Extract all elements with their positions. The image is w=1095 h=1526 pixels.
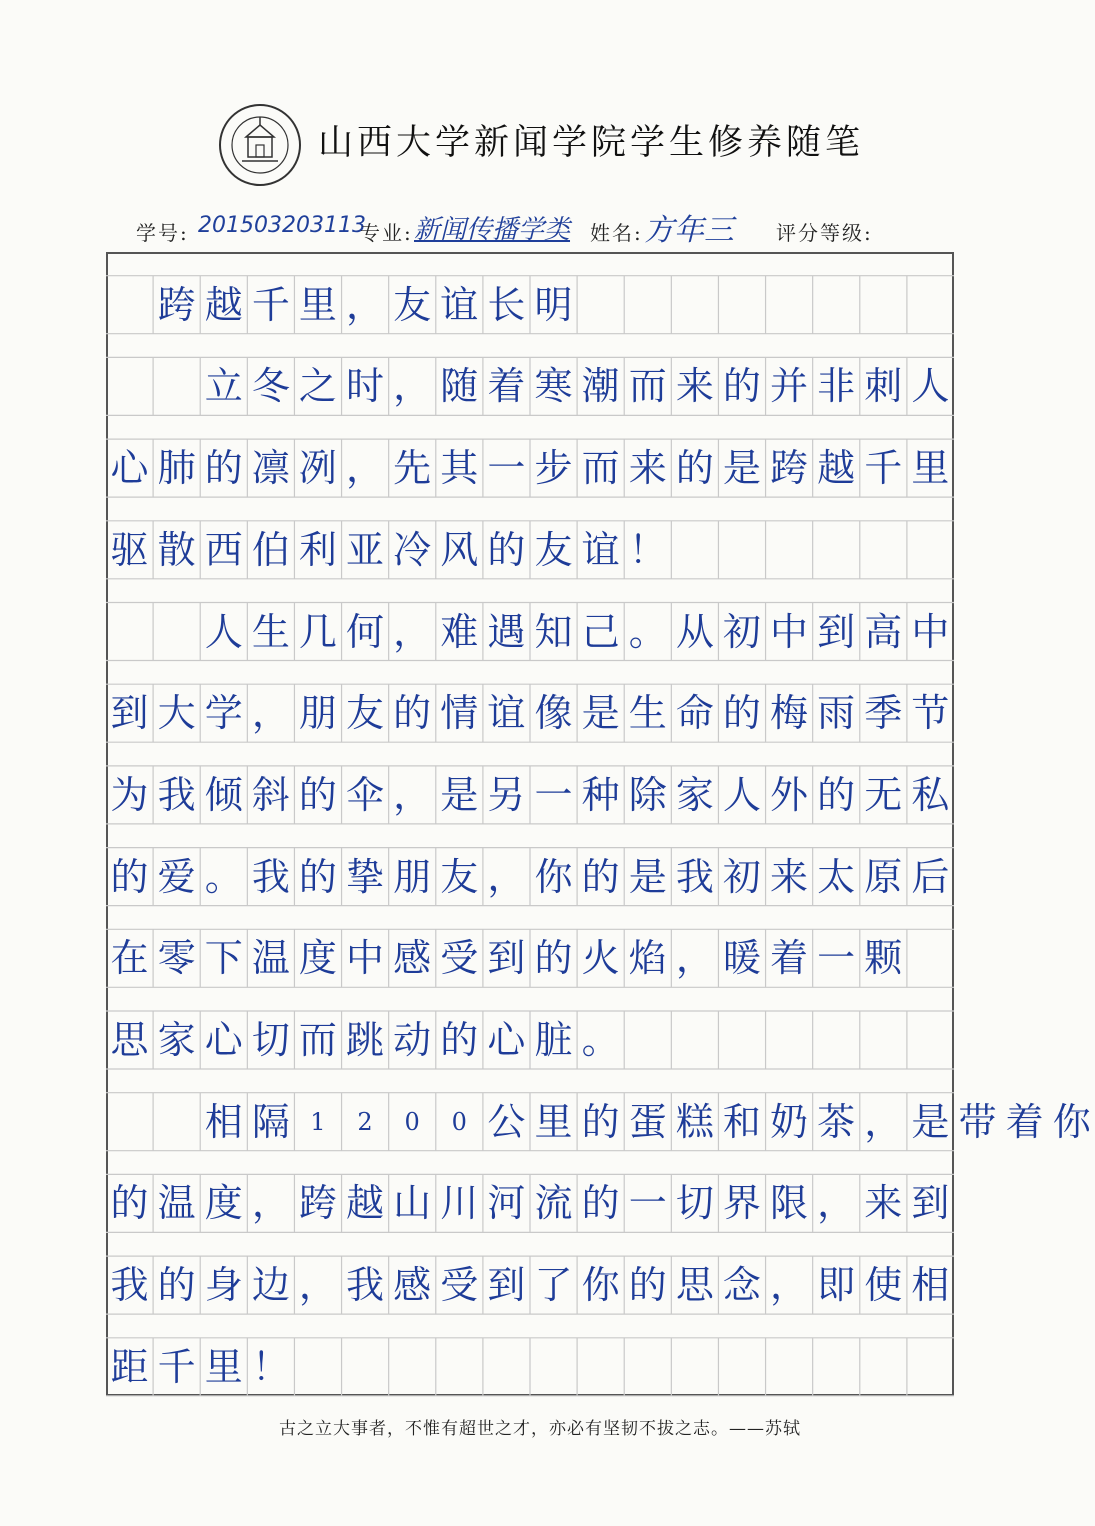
essay-char: 高 xyxy=(864,609,903,654)
essay-char: 友 xyxy=(534,527,573,572)
essay-char: 跳 xyxy=(346,1018,385,1062)
essay-char: 千 xyxy=(251,282,290,327)
essay-char: 。 xyxy=(204,854,243,899)
essay-char: 思 xyxy=(110,1018,149,1062)
essay-char: ， xyxy=(251,1181,290,1226)
essay-char: 立 xyxy=(204,364,243,409)
essay-char: 时 xyxy=(346,364,385,409)
essay-char: 我 xyxy=(251,854,290,899)
essay-char: 长 xyxy=(487,282,526,327)
essay-char: 凛 xyxy=(251,446,290,491)
essay-char: 挚 xyxy=(346,854,385,899)
essay-char: 后 xyxy=(911,854,950,899)
essay-char: 的 xyxy=(298,854,337,899)
essay-char: 我 xyxy=(157,772,196,817)
essay-char: 季 xyxy=(864,691,903,736)
essay-char: 是 xyxy=(911,1099,950,1144)
essay-char: 中 xyxy=(346,936,385,981)
essay-char: 思 xyxy=(675,1263,714,1308)
essay-char: 太 xyxy=(817,854,856,899)
essay-char: 2 xyxy=(357,1107,373,1136)
essay-char: 其 xyxy=(440,446,479,491)
essay-char: 的 xyxy=(110,854,149,899)
essay-char: 即 xyxy=(817,1263,856,1308)
essay-char: 川 xyxy=(440,1181,479,1226)
essay-char: 限 xyxy=(770,1181,809,1226)
essay-char: 利 xyxy=(298,527,337,572)
essay-char: 亚 xyxy=(346,527,385,572)
footer-quote: 古之立大事者，不惟有超世之才，亦必有坚韧不拔之志。——苏轼 xyxy=(279,1419,801,1439)
essay-char: 学 xyxy=(204,691,243,736)
essay-char: 的 xyxy=(204,446,243,491)
essay-char: 心 xyxy=(487,1018,526,1062)
essay-char: 越 xyxy=(204,282,243,327)
essay-char: 流 xyxy=(534,1181,573,1226)
essay-char: 谊 xyxy=(487,691,526,736)
essay-char: 中 xyxy=(770,609,809,654)
essay-char: 大 xyxy=(157,691,196,736)
essay-char: 肺 xyxy=(157,446,196,491)
essay-char: 山 xyxy=(393,1181,432,1226)
essay-char: 受 xyxy=(440,1263,479,1308)
essay-char: 的 xyxy=(110,1181,149,1226)
essay-char: 里 xyxy=(298,282,337,327)
essay-char: 命 xyxy=(675,691,714,736)
essay-char: 到 xyxy=(911,1181,950,1226)
essay-char: 公 xyxy=(487,1099,526,1144)
essay-char: 的 xyxy=(675,446,714,491)
essay-char: 火 xyxy=(581,936,620,981)
essay-char: 茶 xyxy=(817,1099,856,1144)
essay-char: 了 xyxy=(534,1263,573,1308)
essay-char: 糕 xyxy=(675,1099,714,1144)
essay-char: 颗 xyxy=(864,936,903,981)
essay-char: 何 xyxy=(346,609,385,654)
essay-char: 温 xyxy=(251,936,290,981)
essay-char: 雨 xyxy=(817,691,856,736)
essay-char: 和 xyxy=(722,1099,761,1144)
essay-char: 切 xyxy=(251,1018,290,1062)
essay-char: 的 xyxy=(534,936,573,981)
essay-char: 越 xyxy=(346,1181,385,1226)
essay-char: 并 xyxy=(770,364,809,409)
essay-char: 而 xyxy=(581,446,620,491)
essay-char: ， xyxy=(487,854,526,899)
essay-char: 一 xyxy=(534,772,573,817)
essay-char: 的 xyxy=(157,1263,196,1308)
essay-char: 初 xyxy=(722,854,761,899)
essay-char: 家 xyxy=(675,772,714,817)
essay-char: 人 xyxy=(204,609,243,654)
essay-char: 的 xyxy=(487,527,526,572)
essay-char: ！ xyxy=(251,1344,290,1389)
essay-char: 感 xyxy=(393,1263,432,1308)
essay-char: 另 xyxy=(487,772,526,817)
essay-char: 为 xyxy=(110,772,149,817)
grade-label: 评分等级: xyxy=(776,221,873,245)
essay-char: ， xyxy=(251,691,290,736)
essay-char: 着 xyxy=(1005,1099,1044,1144)
essay-char: 随 xyxy=(440,364,479,409)
essay-char: 难 xyxy=(440,609,479,654)
essay-char: ， xyxy=(346,446,385,491)
essay-char: 心 xyxy=(204,1018,243,1062)
essay-char: 跨 xyxy=(298,1181,337,1226)
essay-char: 是 xyxy=(581,691,620,736)
essay-char: 来 xyxy=(675,364,714,409)
essay-char: 的 xyxy=(722,364,761,409)
essay-char: 脏 xyxy=(534,1018,573,1062)
name-label: 姓名: xyxy=(590,221,643,245)
essay-char: 我 xyxy=(346,1263,385,1308)
essay-char: 的 xyxy=(298,772,337,817)
essay-char: 0 xyxy=(404,1107,420,1136)
essay-char: 朋 xyxy=(393,854,432,899)
essay-char: 跨 xyxy=(157,282,196,327)
essay-char: ， xyxy=(770,1263,809,1308)
essay-char: 西 xyxy=(204,527,243,572)
essay-char: 而 xyxy=(628,364,667,409)
essay-char: 的 xyxy=(722,691,761,736)
essay-char: 家 xyxy=(157,1018,196,1062)
essay-char: 河 xyxy=(487,1181,526,1226)
essay-char: 动 xyxy=(393,1018,432,1062)
essay-char: 原 xyxy=(864,854,903,899)
essay-char: 隔 xyxy=(251,1099,290,1144)
essay-char: 。 xyxy=(628,609,667,654)
essay-char: 1 xyxy=(310,1107,326,1136)
essay-char: 使 xyxy=(864,1263,903,1308)
essay-char: 非 xyxy=(817,364,856,409)
essay-char: 相 xyxy=(204,1099,243,1144)
essay-char: 的 xyxy=(628,1263,667,1308)
essay-char: 身 xyxy=(204,1263,243,1308)
essay-char: 一 xyxy=(487,446,526,491)
essay-char: 一 xyxy=(817,936,856,981)
essay-char: 遇 xyxy=(487,609,526,654)
essay-char: 初 xyxy=(722,609,761,654)
essay-char: 度 xyxy=(204,1181,243,1226)
essay-char: 节 xyxy=(911,691,950,736)
essay-char: 像 xyxy=(534,691,573,736)
student-info-row xyxy=(0,205,1080,257)
essay-char: 零 xyxy=(157,936,196,981)
essay-char: 一 xyxy=(628,1181,667,1226)
essay-char: 友 xyxy=(440,854,479,899)
essay-char: 梅 xyxy=(770,691,809,736)
essay-char: 人 xyxy=(722,772,761,817)
essay-char: 私 xyxy=(911,772,950,817)
essay-char: 带 xyxy=(958,1099,997,1144)
essay-char: 冷 xyxy=(393,527,432,572)
essay-char: 斜 xyxy=(251,772,290,817)
essay-char: 千 xyxy=(864,446,903,491)
essay-char: 冽 xyxy=(298,446,337,491)
essay-char: 来 xyxy=(628,446,667,491)
essay-char: 是 xyxy=(440,772,479,817)
essay-char: ， xyxy=(346,282,385,327)
essay-char: 外 xyxy=(770,772,809,817)
essay-char: 念 xyxy=(722,1263,761,1308)
essay-body xyxy=(106,252,1091,1396)
essay-char: 中 xyxy=(911,609,950,654)
essay-char: 是 xyxy=(722,446,761,491)
essay-char: 到 xyxy=(487,936,526,981)
essay-char: 驱 xyxy=(110,527,149,572)
essay-char: 的 xyxy=(581,1099,620,1144)
essay-char: 越 xyxy=(817,446,856,491)
essay-char: 着 xyxy=(487,364,526,409)
university-seal-icon xyxy=(218,103,302,187)
essay-char: 我 xyxy=(110,1263,149,1308)
essay-char: 蛋 xyxy=(628,1099,667,1144)
essay-char: 度 xyxy=(298,936,337,981)
essay-char: 到 xyxy=(487,1263,526,1308)
essay-char: 受 xyxy=(440,936,479,981)
essay-char: 生 xyxy=(628,691,667,736)
essay-char: 心 xyxy=(110,446,149,491)
essay-char: 知 xyxy=(534,609,573,654)
essay-char: 界 xyxy=(722,1181,761,1226)
essay-char: 距 xyxy=(110,1344,149,1389)
essay-char: 你 xyxy=(1052,1099,1091,1144)
essay-char: 谊 xyxy=(440,282,479,327)
essay-char: 在 xyxy=(110,936,149,981)
major-label: 专业: xyxy=(360,221,413,245)
essay-char: 而 xyxy=(298,1018,337,1062)
essay-char: 情 xyxy=(440,691,479,736)
essay-char: 伯 xyxy=(251,527,290,572)
page-header xyxy=(0,95,1080,195)
essay-char: 风 xyxy=(440,527,479,572)
essay-char: 无 xyxy=(864,772,903,817)
essay-char: 是 xyxy=(628,854,667,899)
essay-char: 着 xyxy=(770,936,809,981)
essay-char: 谊 xyxy=(581,527,620,572)
essay-char: 爱 xyxy=(157,854,196,899)
essay-char: ！ xyxy=(628,527,667,572)
essay-char: 奶 xyxy=(770,1099,809,1144)
essay-char: 几 xyxy=(298,609,337,654)
student-id-label: 学号: xyxy=(136,221,189,245)
essay-char: 来 xyxy=(864,1181,903,1226)
essay-char: 人 xyxy=(911,364,950,409)
essay-char: 朋 xyxy=(298,691,337,736)
name-value: 方年三 xyxy=(644,213,734,248)
essay-char: 步 xyxy=(534,446,573,491)
essay-char: ， xyxy=(393,364,432,409)
essay-char: 寒 xyxy=(534,364,573,409)
page-title: 山西大学新闻学院学生修养随笔 xyxy=(318,123,865,163)
essay-char: ， xyxy=(675,936,714,981)
essay-char: 的 xyxy=(581,854,620,899)
essay-char: 你 xyxy=(581,1263,620,1308)
essay-char: 之 xyxy=(298,364,337,409)
essay-char: 我 xyxy=(675,854,714,899)
essay-char: ， xyxy=(393,609,432,654)
essay-char: 边 xyxy=(251,1263,290,1308)
essay-char: 里 xyxy=(204,1344,243,1389)
essay-char: 己 xyxy=(581,609,620,654)
essay-char: 你 xyxy=(534,854,573,899)
essay-char: 跨 xyxy=(770,446,809,491)
essay-char: 冬 xyxy=(251,364,290,409)
essay-char: 焰 xyxy=(628,936,667,981)
essay-char: 倾 xyxy=(204,772,243,817)
essay-char: 友 xyxy=(393,282,432,327)
essay-char: 明 xyxy=(534,282,573,327)
essay-char: 伞 xyxy=(346,772,385,817)
essay-char: 。 xyxy=(581,1018,620,1062)
essay-char: ， xyxy=(393,772,432,817)
essay-char: 到 xyxy=(110,691,149,736)
essay-char: 刺 xyxy=(864,364,903,409)
major-value: 新闻传播学类 xyxy=(414,215,571,245)
essay-char: 暖 xyxy=(722,936,761,981)
essay-char: 里 xyxy=(534,1099,573,1144)
essay-char: 下 xyxy=(204,936,243,981)
essay-char: ， xyxy=(864,1099,903,1144)
essay-char: 来 xyxy=(770,854,809,899)
essay-char: 先 xyxy=(393,446,432,491)
essay-char: 切 xyxy=(675,1181,714,1226)
student-id-value: 201503203113 xyxy=(198,213,366,238)
essay-char: 从 xyxy=(675,609,714,654)
essay-char: 种 xyxy=(581,772,620,817)
essay-char: 的 xyxy=(817,772,856,817)
essay-char: 里 xyxy=(911,446,950,491)
essay-char: 感 xyxy=(393,936,432,981)
essay-char: ， xyxy=(298,1263,337,1308)
essay-char: 到 xyxy=(817,609,856,654)
essay-char: 友 xyxy=(346,691,385,736)
essay-char: 千 xyxy=(157,1344,196,1389)
essay-char: 潮 xyxy=(581,364,620,409)
essay-char: 的 xyxy=(440,1018,479,1062)
essay-char: 的 xyxy=(393,691,432,736)
essay-char: 除 xyxy=(628,772,667,817)
essay-char: 温 xyxy=(157,1181,196,1226)
essay-char: ， xyxy=(817,1181,856,1226)
essay-char: 的 xyxy=(581,1181,620,1226)
essay-char: 散 xyxy=(157,527,196,572)
essay-char: 相 xyxy=(911,1263,950,1308)
essay-char: 0 xyxy=(451,1107,467,1136)
essay-char: 生 xyxy=(251,609,290,654)
